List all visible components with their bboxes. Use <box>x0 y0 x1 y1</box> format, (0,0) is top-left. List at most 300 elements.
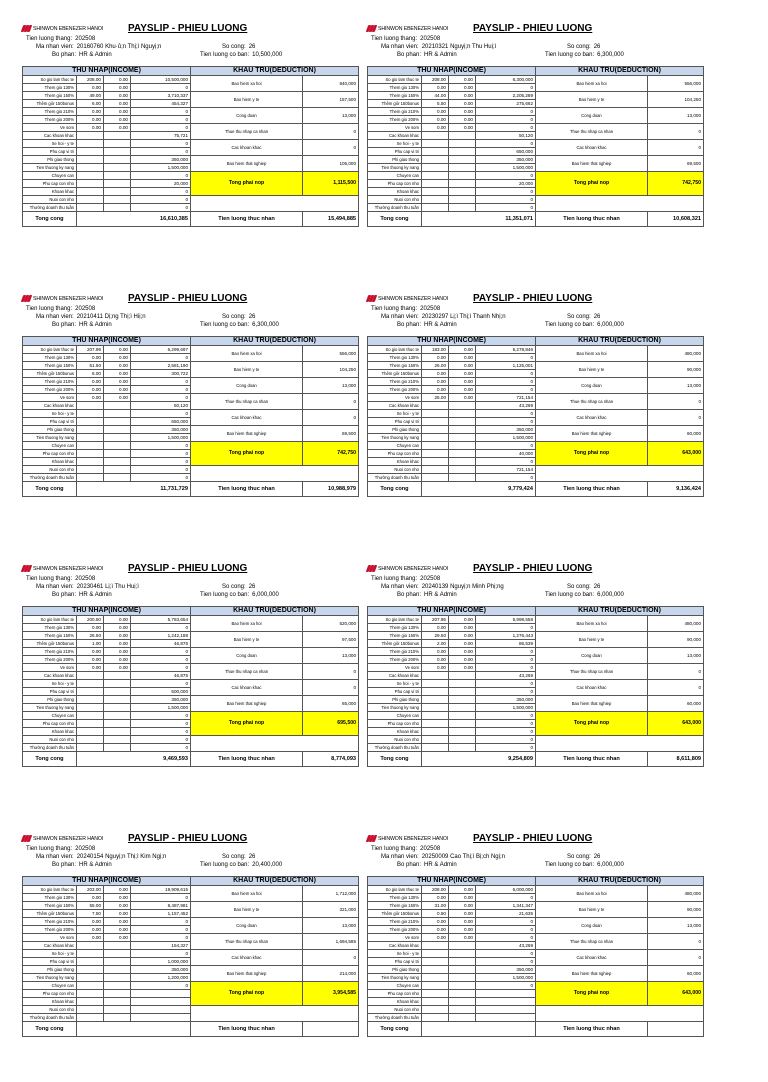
income-rate: 0.00 <box>104 886 131 894</box>
department-value: HR & Admin <box>424 862 457 868</box>
net-salary-label: Tien luong thuc nhan <box>191 752 303 767</box>
income-amount: 0 <box>476 934 536 942</box>
income-hours <box>422 426 449 434</box>
income-item-label: Phu cap con nho <box>23 180 77 188</box>
employee-id <box>381 854 505 860</box>
department-label: Bo phan: <box>52 52 77 58</box>
department-value: HR & Admin <box>79 52 112 58</box>
income-hours <box>77 1006 104 1014</box>
income-rate: 0.00 <box>104 640 131 648</box>
base-salary-label: Tien luong co ban: <box>200 52 250 58</box>
salary-month-label: Tien luong thang: <box>371 846 418 852</box>
deduction-amount: 0 <box>648 664 704 680</box>
income-amount: 350,000 <box>476 156 536 164</box>
income-rate: 0.00 <box>104 84 131 92</box>
income-hours <box>77 188 104 196</box>
income-hours <box>77 458 104 466</box>
income-amount: 3,710,337 <box>131 92 191 100</box>
income-amount <box>131 998 191 1006</box>
income-hours <box>77 990 104 998</box>
income-hours <box>77 466 104 474</box>
income-rate <box>449 410 476 418</box>
income-item-label: Nuoi con nho <box>23 196 77 204</box>
income-amount: 0 <box>476 188 536 196</box>
income-amount: 0 <box>476 474 536 482</box>
income-amount: 0 <box>476 84 536 92</box>
employee-id-value: 20240139 Nguyị;n Minh Phị;ng <box>421 584 504 590</box>
table-row <box>368 362 704 370</box>
income-hours <box>77 402 104 410</box>
income-hours: 0.00 <box>77 124 104 132</box>
income-rate: 0.00 <box>104 108 131 116</box>
income-hours <box>422 680 449 688</box>
income-amount: 0 <box>131 950 191 958</box>
income-item-label: Tien thuong ky nang <box>23 974 77 982</box>
income-hours <box>77 696 104 704</box>
empty-cell <box>536 466 704 482</box>
income-item-label: Thêm giờ 150bonus <box>368 910 422 918</box>
income-hours: 2.00 <box>422 640 449 648</box>
salary-month-value: 202508 <box>75 846 96 852</box>
deduction-amount: 65,000 <box>303 696 359 712</box>
income-item-label: Chuyen can <box>368 442 422 450</box>
income-amount: 10,500,000 <box>131 76 191 84</box>
table-row <box>368 902 704 910</box>
net-salary-label: Tien luong thuc nhan <box>191 1022 303 1037</box>
section-header-row <box>368 607 704 616</box>
income-hours: 0.00 <box>77 394 104 402</box>
department-value: HR & Admin <box>424 322 457 328</box>
company-logo <box>22 565 103 572</box>
table-row <box>23 950 359 958</box>
income-rate: 0.00 <box>449 378 476 386</box>
income-item-label: So gio lam thuc te <box>23 76 77 84</box>
income-item-label: Cac khoan khac <box>23 672 77 680</box>
income-item-label: Nuoi con nho <box>368 196 422 204</box>
total-deduction-value: 742,750 <box>303 442 359 466</box>
deduction-item-label: Thue thu nhap ca nhan <box>536 664 648 680</box>
total-label: Tong cong <box>368 482 422 497</box>
base-salary <box>545 592 624 598</box>
salary-month <box>26 576 95 582</box>
salary-month-label: Tien luong thang: <box>26 576 73 582</box>
income-hours <box>422 418 449 426</box>
income-rate <box>104 680 131 688</box>
income-rate: 0.00 <box>104 362 131 370</box>
company-name: SHINWON EBENEZER HANOI <box>33 25 104 32</box>
income-item-label: Tien thuong ky nang <box>23 164 77 172</box>
total-deduction-value: 643,000 <box>648 982 704 1006</box>
payslip-title: PAYSLIP - PHIEU LUONG <box>473 293 593 304</box>
payslip-table <box>22 876 359 1037</box>
employee-id-value: 20230461 Lị;ì Thu Huị;ì <box>76 584 139 590</box>
total-row <box>23 752 359 767</box>
income-hours <box>77 712 104 720</box>
income-amount: 5,998,558 <box>476 616 536 624</box>
income-amount: 0 <box>476 728 536 736</box>
income-item-label: Tien thuong ky nang <box>368 974 422 982</box>
table-row <box>23 934 359 942</box>
base-salary-value: 6,000,000 <box>252 592 279 598</box>
base-salary <box>200 592 279 598</box>
total-income: 11,731,729 <box>77 482 191 497</box>
company-logo <box>367 565 448 572</box>
income-item-label: Them gio 200% <box>23 656 77 664</box>
income-hours <box>422 704 449 712</box>
income-amount: 0 <box>131 934 191 942</box>
net-salary-label: Tien luong thuc nhan <box>536 482 648 497</box>
empty-cell <box>536 736 704 752</box>
income-rate <box>449 164 476 172</box>
income-item-label: Xe hoi - y te <box>368 410 422 418</box>
income-hours <box>422 458 449 466</box>
income-rate: 0.00 <box>104 624 131 632</box>
total-label: Tong cong <box>23 752 77 767</box>
income-rate: 0.00 <box>449 92 476 100</box>
base-salary-value: 6,300,000 <box>597 52 624 58</box>
income-hours <box>77 736 104 744</box>
income-amount: 0 <box>131 474 191 482</box>
table-row <box>23 712 359 720</box>
base-salary-value: 10,500,000 <box>252 52 283 58</box>
deduction-header: KHAU TRU(DEDUCTION) <box>536 337 704 346</box>
income-hours <box>77 672 104 680</box>
deduction-amount: 214,000 <box>303 966 359 982</box>
deduction-amount: 13,000 <box>648 378 704 394</box>
income-amount: 650,000 <box>476 148 536 156</box>
income-hours: 208.00 <box>422 886 449 894</box>
income-rate: 0.00 <box>104 926 131 934</box>
table-row <box>368 918 704 926</box>
income-hours: 0.00 <box>422 934 449 942</box>
table-row <box>368 76 704 84</box>
table-row <box>23 426 359 434</box>
income-amount <box>131 990 191 998</box>
total-deduction-label: Tong phai nop <box>191 712 303 736</box>
income-amount <box>131 1014 191 1022</box>
income-item-label: Them gio 150% <box>368 362 422 370</box>
deduction-item-label: Bao hiem xa hoi <box>191 616 303 632</box>
income-amount <box>476 1006 536 1014</box>
income-item-label: Them gio 150% <box>368 902 422 910</box>
income-rate <box>449 450 476 458</box>
employee-id-label: Ma nhan vien: <box>36 314 74 320</box>
income-rate <box>449 696 476 704</box>
payslip-header <box>367 832 703 846</box>
table-row <box>23 680 359 688</box>
base-salary-value: 6,300,000 <box>252 322 279 328</box>
income-hours <box>77 474 104 482</box>
total-row <box>23 482 359 497</box>
income-hours: 0.00 <box>422 378 449 386</box>
income-item-label: Khoan khac <box>368 188 422 196</box>
income-item-label: Thưởng doanh thu tuần <box>23 474 77 482</box>
income-amount: 350,000 <box>131 426 191 434</box>
deduction-amount: 105,000 <box>303 156 359 172</box>
deduction-amount: 60,000 <box>648 966 704 982</box>
income-amount: 0 <box>131 394 191 402</box>
deduction-amount: 0 <box>648 934 704 950</box>
deduction-amount: 13,000 <box>648 648 704 664</box>
total-deduction-value: 643,000 <box>648 712 704 736</box>
salary-month-label: Tien luong thang: <box>371 36 418 42</box>
income-hours: 44.00 <box>422 92 449 100</box>
income-item-label: Khoan khac <box>368 728 422 736</box>
income-amount: 1,500,000 <box>131 164 191 172</box>
deduction-item-label: Cac khoan khac <box>191 140 303 156</box>
table-row <box>23 466 359 474</box>
shinwon-logo-icon <box>22 835 31 842</box>
income-amount: 1,157,452 <box>131 910 191 918</box>
income-hours: 31.00 <box>422 902 449 910</box>
income-item-label: Ve som <box>368 664 422 672</box>
income-rate: 0.00 <box>449 116 476 124</box>
employee-info <box>367 36 703 66</box>
table-row <box>23 886 359 894</box>
income-amount: 8,487,981 <box>131 902 191 910</box>
table-row <box>23 902 359 910</box>
department-label: Bo phan: <box>52 862 77 868</box>
company-logo <box>22 295 103 302</box>
income-rate <box>104 148 131 156</box>
income-rate: 0.00 <box>449 910 476 918</box>
income-hours <box>422 172 449 180</box>
table-row <box>23 736 359 744</box>
company-logo <box>22 25 103 32</box>
income-item-label: Thêm giờ 150bonus <box>23 640 77 648</box>
income-hours <box>77 966 104 974</box>
table-row <box>23 632 359 640</box>
income-hours <box>77 132 104 140</box>
payslip-header <box>367 292 703 306</box>
income-rate: 0.00 <box>449 108 476 116</box>
employee-id <box>381 314 506 320</box>
total-income: 16,610,385 <box>77 212 191 227</box>
deduction-amount: 321,000 <box>303 902 359 918</box>
income-rate <box>449 974 476 982</box>
income-amount: 1,500,000 <box>476 704 536 712</box>
income-hours: 0.00 <box>422 918 449 926</box>
company-logo <box>367 25 448 32</box>
empty-cell <box>191 736 359 752</box>
income-amount: 0 <box>476 664 536 672</box>
salary-month-label: Tien luong thang: <box>26 36 73 42</box>
income-rate <box>449 1006 476 1014</box>
employee-info <box>367 306 703 336</box>
deduction-header: KHAU TRU(DEDUCTION) <box>191 67 359 76</box>
table-row <box>368 616 704 624</box>
payslip-table <box>367 66 704 227</box>
income-amount: 350,000 <box>131 156 191 164</box>
income-item-label: Them gio 130% <box>368 894 422 902</box>
income-hours <box>77 942 104 950</box>
income-rate <box>104 712 131 720</box>
payslip-card <box>22 832 358 1082</box>
income-hours <box>77 148 104 156</box>
department <box>397 52 457 58</box>
employee-info <box>22 306 358 336</box>
income-amount <box>476 990 536 998</box>
deduction-amount: 0 <box>648 410 704 426</box>
income-amount: 721,154 <box>476 394 536 402</box>
income-rate: 0.00 <box>104 894 131 902</box>
deduction-amount: 13,000 <box>303 918 359 934</box>
income-rate: 0.00 <box>449 886 476 894</box>
income-hours <box>77 204 104 212</box>
income-hours <box>422 474 449 482</box>
deduction-amount: 0 <box>648 680 704 696</box>
employee-id-value: 20230297 Lị;ì Thị;ì Thanh Nhị;n <box>421 314 506 320</box>
base-salary-value: 20,400,000 <box>252 862 283 868</box>
income-item-label: Chuyen can <box>23 982 77 990</box>
income-rate <box>449 466 476 474</box>
salary-month-value: 202508 <box>75 576 96 582</box>
income-item-label: Cac khoan khac <box>23 402 77 410</box>
income-hours: 183.00 <box>422 346 449 354</box>
income-item-label: Ve som <box>23 934 77 942</box>
income-item-label: Phi giao thong <box>23 426 77 434</box>
income-item-label: Xe hoi - y te <box>23 410 77 418</box>
table-row <box>23 124 359 132</box>
employee-id-value: 20210411 Dị;ng Thị;ì Hiị;n <box>76 314 146 320</box>
deduction-item-label: Thue thu nhap ca nhan <box>191 394 303 410</box>
total-deduction-value: 643,000 <box>648 442 704 466</box>
income-amount: 2,205,289 <box>476 92 536 100</box>
income-hours <box>77 704 104 712</box>
section-header-row <box>23 877 359 886</box>
income-item-label: Nuoi con nho <box>368 466 422 474</box>
table-row <box>368 648 704 656</box>
deduction-item-label: Bao hiem y te <box>536 362 648 378</box>
income-hours <box>422 744 449 752</box>
deduction-item-label: Thue thu nhap ca nhan <box>191 664 303 680</box>
company-logo <box>367 295 448 302</box>
income-header: THU NHAP(INCOME) <box>368 877 536 886</box>
income-amount: 0 <box>131 466 191 474</box>
total-deduction-label: Tong phai nop <box>536 712 648 736</box>
income-item-label: Cac khoan khac <box>368 672 422 680</box>
table-row <box>23 196 359 204</box>
income-rate <box>449 458 476 466</box>
income-item-label: Phu cap vi tri <box>23 688 77 696</box>
deduction-item-label: Cong doan <box>536 108 648 124</box>
base-salary-label: Tien luong co ban: <box>545 862 595 868</box>
income-item-label: Them gio 150% <box>23 632 77 640</box>
shinwon-logo-icon <box>22 25 31 32</box>
income-amount: 500,000 <box>131 688 191 696</box>
income-amount: 0 <box>476 442 536 450</box>
employee-id <box>381 44 496 50</box>
table-row <box>23 394 359 402</box>
income-rate <box>104 958 131 966</box>
table-row <box>368 140 704 148</box>
deduction-item-label: Bao hiem that nghiep <box>536 966 648 982</box>
deduction-item-label: Cac khoan khac <box>536 680 648 696</box>
table-row <box>23 378 359 386</box>
payslip-header <box>367 22 703 36</box>
income-item-label: Phu cap con nho <box>368 450 422 458</box>
income-rate: 0.00 <box>104 370 131 378</box>
deduction-item-label: Bao hiem y te <box>191 632 303 648</box>
income-rate: 0.00 <box>449 894 476 902</box>
income-hours: 0.00 <box>77 664 104 672</box>
income-rate <box>104 164 131 172</box>
employee-id <box>36 314 146 320</box>
income-amount <box>476 998 536 1006</box>
income-amount: 0 <box>131 172 191 180</box>
income-item-label: Chuyen can <box>368 172 422 180</box>
income-amount: 350,000 <box>131 696 191 704</box>
income-item-label: Xe hoi - y te <box>23 140 77 148</box>
employee-id <box>36 44 161 50</box>
deduction-amount: 480,000 <box>648 346 704 362</box>
shinwon-logo-icon <box>367 25 376 32</box>
income-rate: 0.00 <box>104 386 131 394</box>
income-hours: 0.00 <box>77 934 104 942</box>
salary-month-value: 202508 <box>420 576 441 582</box>
payslip-card <box>367 22 703 272</box>
work-days <box>567 584 600 590</box>
table-row <box>368 196 704 204</box>
table-row <box>23 410 359 418</box>
deduction-amount: 0 <box>303 680 359 696</box>
income-amount: 0 <box>131 918 191 926</box>
income-item-label: Them gio 200% <box>368 116 422 124</box>
income-item-label: Cac khoan khac <box>23 132 77 140</box>
employee-info <box>22 576 358 606</box>
income-rate: 0.00 <box>449 926 476 934</box>
income-hours <box>422 402 449 410</box>
income-item-label: Xe hoi - y te <box>368 950 422 958</box>
income-amount: 0 <box>476 354 536 362</box>
deduction-amount: 556,000 <box>303 346 359 362</box>
deduction-amount: 1,712,000 <box>303 886 359 902</box>
deduction-amount: 1,694,585 <box>303 934 359 950</box>
income-rate <box>449 712 476 720</box>
deduction-item-label: Bao hiem xa hoi <box>191 886 303 902</box>
table-row <box>368 664 704 672</box>
income-item-label: Thưởng doanh thu tuần <box>368 474 422 482</box>
shinwon-logo-icon <box>367 295 376 302</box>
deduction-header: KHAU TRU(DEDUCTION) <box>536 67 704 76</box>
income-amount: 350,000 <box>131 966 191 974</box>
salary-month <box>26 36 95 42</box>
income-rate <box>449 204 476 212</box>
income-hours: 0.00 <box>422 116 449 124</box>
table-row <box>368 426 704 434</box>
income-rate <box>449 132 476 140</box>
table-row <box>368 378 704 386</box>
income-amount: 1,500,000 <box>476 434 536 442</box>
income-amount: 0 <box>131 124 191 132</box>
income-hours: 0.00 <box>77 624 104 632</box>
employee-id-value: 20160760 Khu·ủ;n Thị;ì Nguyị;n <box>76 44 162 50</box>
income-item-label: Tien thuong ky nang <box>368 704 422 712</box>
income-rate <box>449 728 476 736</box>
salary-month-label: Tien luong thang: <box>371 306 418 312</box>
income-rate <box>449 672 476 680</box>
income-rate: 0.00 <box>104 632 131 640</box>
income-rate: 0.00 <box>104 346 131 354</box>
deduction-amount: 480,000 <box>648 886 704 902</box>
income-hours: 0.00 <box>422 664 449 672</box>
income-hours: 0.00 <box>422 648 449 656</box>
income-rate <box>449 426 476 434</box>
income-item-label: Them gio 130% <box>23 84 77 92</box>
income-amount: 0 <box>476 116 536 124</box>
work-days-label: So cong: <box>222 314 246 320</box>
total-label: Tong cong <box>23 212 77 227</box>
